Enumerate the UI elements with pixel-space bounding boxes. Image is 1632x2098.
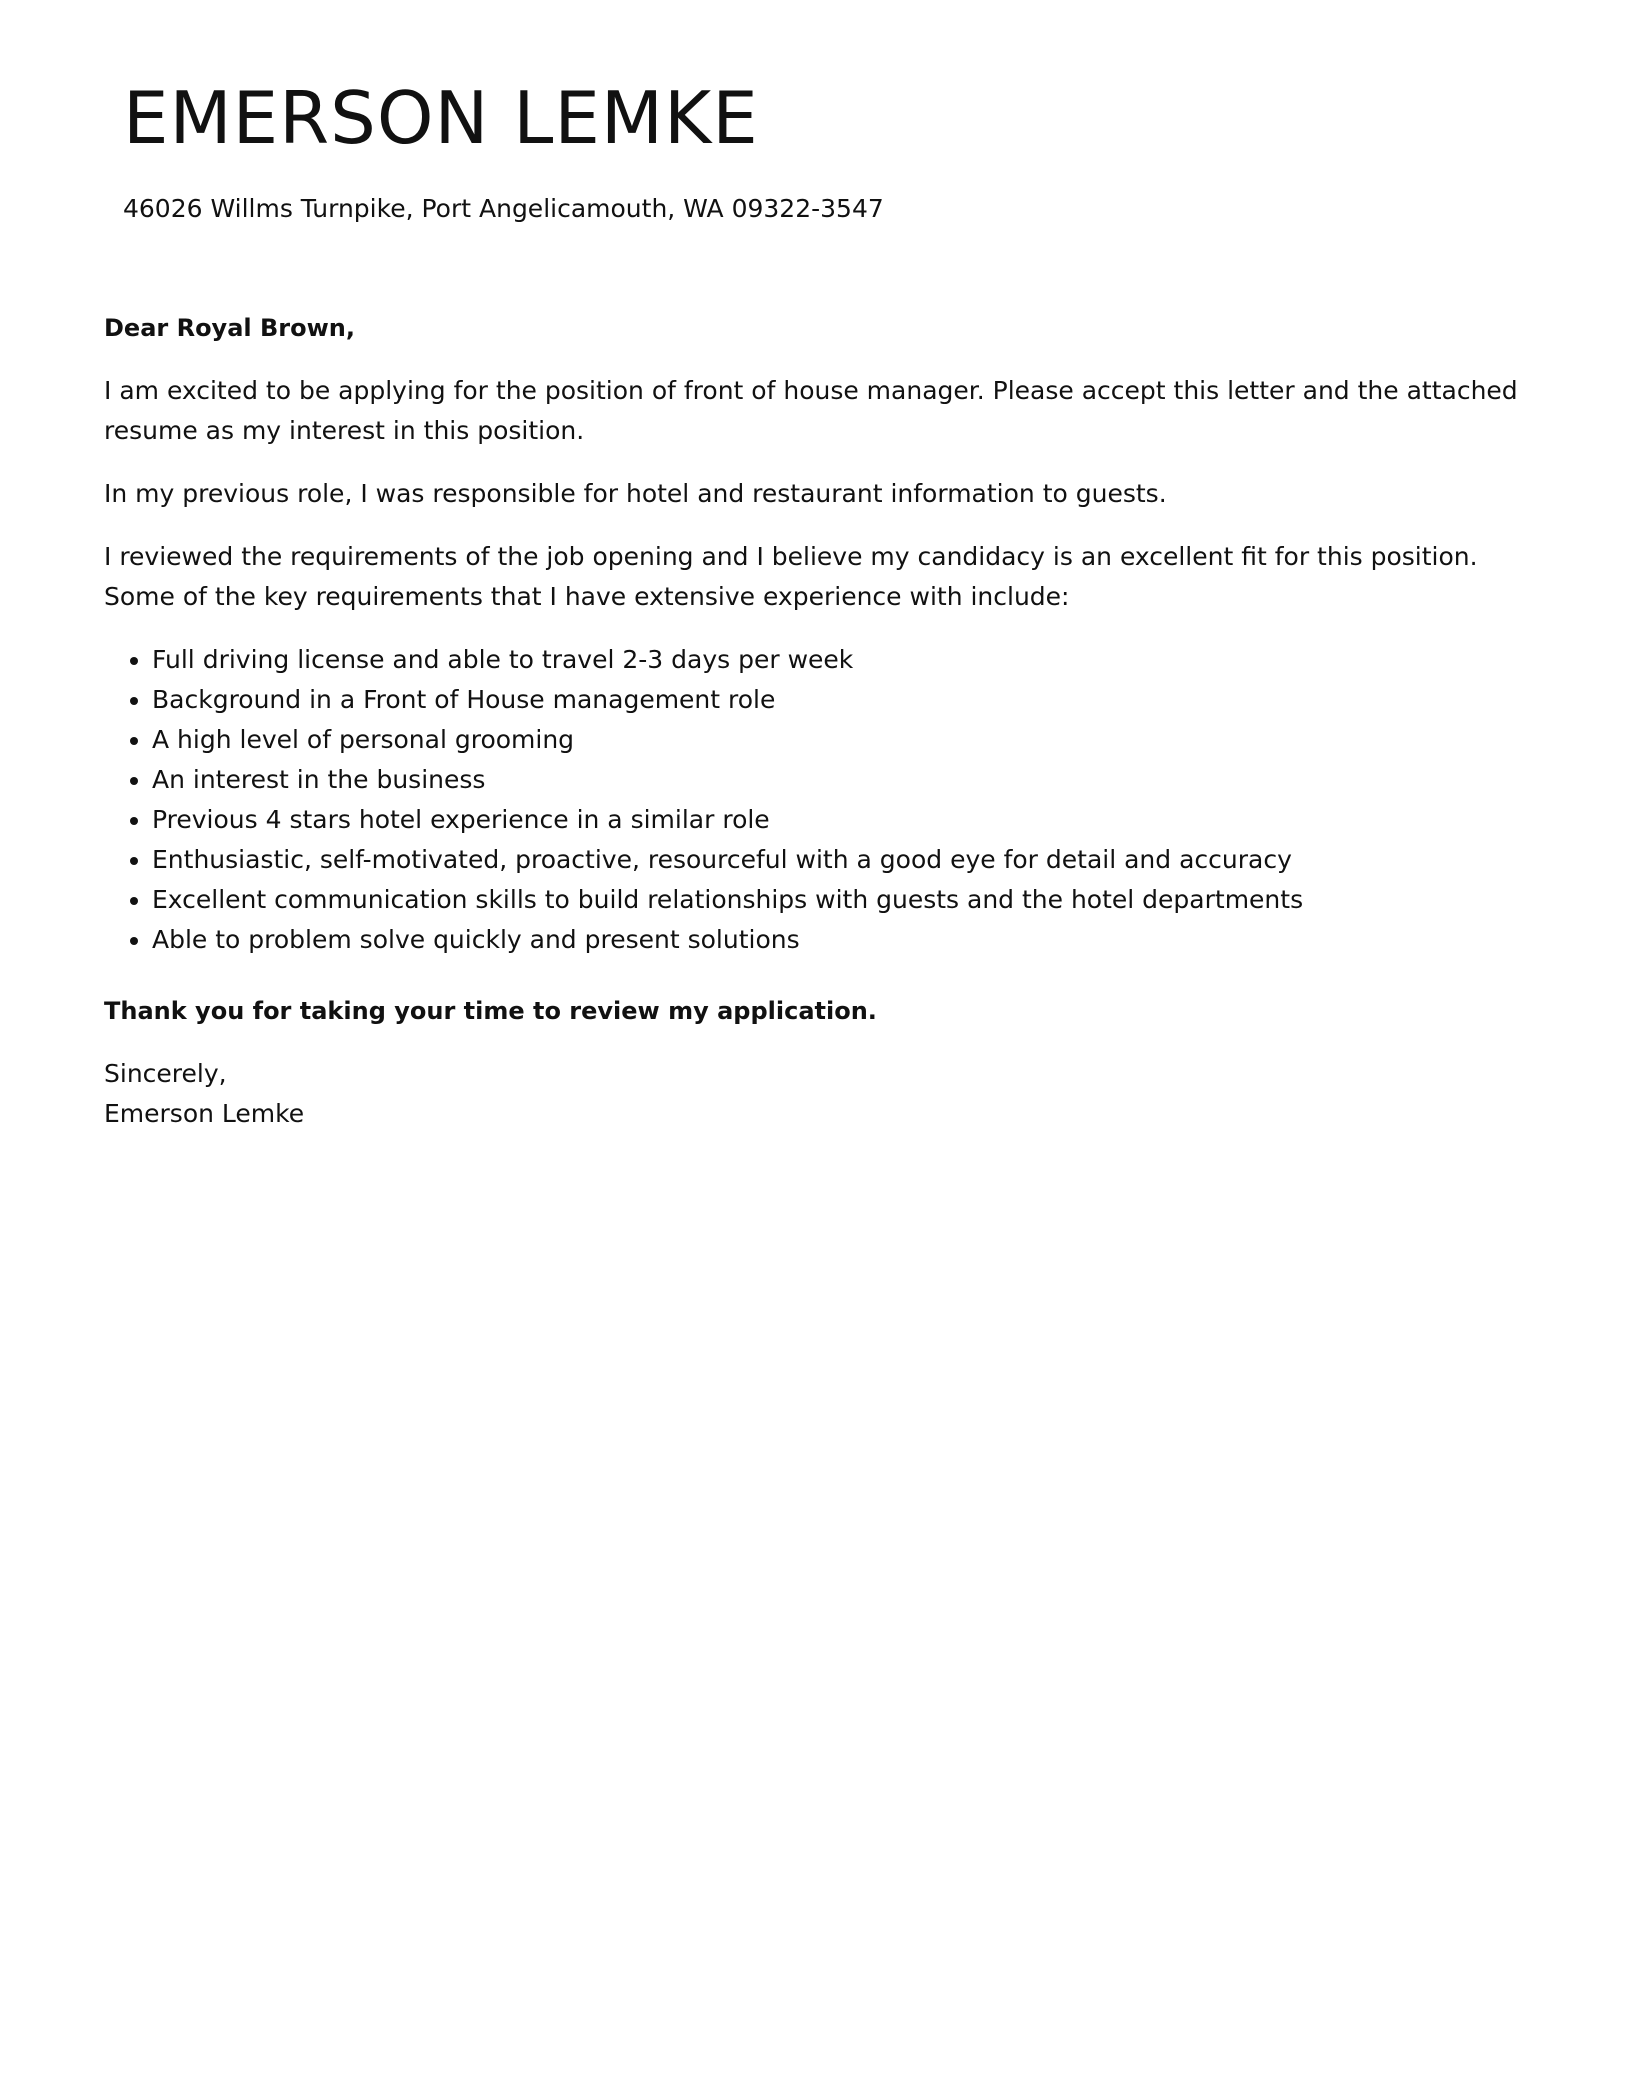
list-item: • Able to problem solve quickly and present solutions (152, 920, 1544, 960)
closing-statement: Thank you for taking your time to review my application. (104, 997, 877, 1025)
paragraph-intro: I am excited to be applying for the position of front of house manager. Please accept this letter and the attached resume as my interest in this position. (104, 376, 1518, 445)
list-item: • Previous 4 stars hotel experience in a similar role (152, 800, 1544, 840)
signoff-block (104, 1054, 1544, 1134)
list-item: • Excellent communication skills to build relationships with guests and the hotel departments (152, 880, 1544, 920)
list-item: • Enthusiastic, self-motivated, proactive, resourceful with a good eye for detail and accuracy (152, 840, 1544, 880)
paragraph-requirements-intro: I reviewed the requirements of the job opening and I believe my candidacy is an excellent fit for this position. Some of the key requirements that I have extensive experience with include: (104, 542, 1478, 611)
list-item: • A high level of personal grooming (152, 720, 1544, 760)
requirements-list (104, 640, 1544, 960)
salutation: Dear Royal Brown, (104, 314, 355, 342)
signature-name: Emerson Lemke (104, 1099, 305, 1128)
letter-body (104, 308, 1544, 1134)
letter-header (123, 68, 884, 226)
signoff-text: Sincerely, (104, 1059, 227, 1088)
applicant-name: EMERSON LEMKE (123, 76, 759, 160)
paragraph-previous-role: In my previous role, I was responsible for hotel and restaurant information to guests. (104, 479, 1167, 508)
list-item: • Full driving license and able to travel 2-3 days per week (152, 640, 1544, 680)
list-item: • An interest in the business (152, 760, 1544, 800)
applicant-address: 46026 Willms Turnpike, Port Angelicamouth, WA 09322-3547 (123, 194, 884, 223)
list-item: • Background in a Front of House management role (152, 680, 1544, 720)
